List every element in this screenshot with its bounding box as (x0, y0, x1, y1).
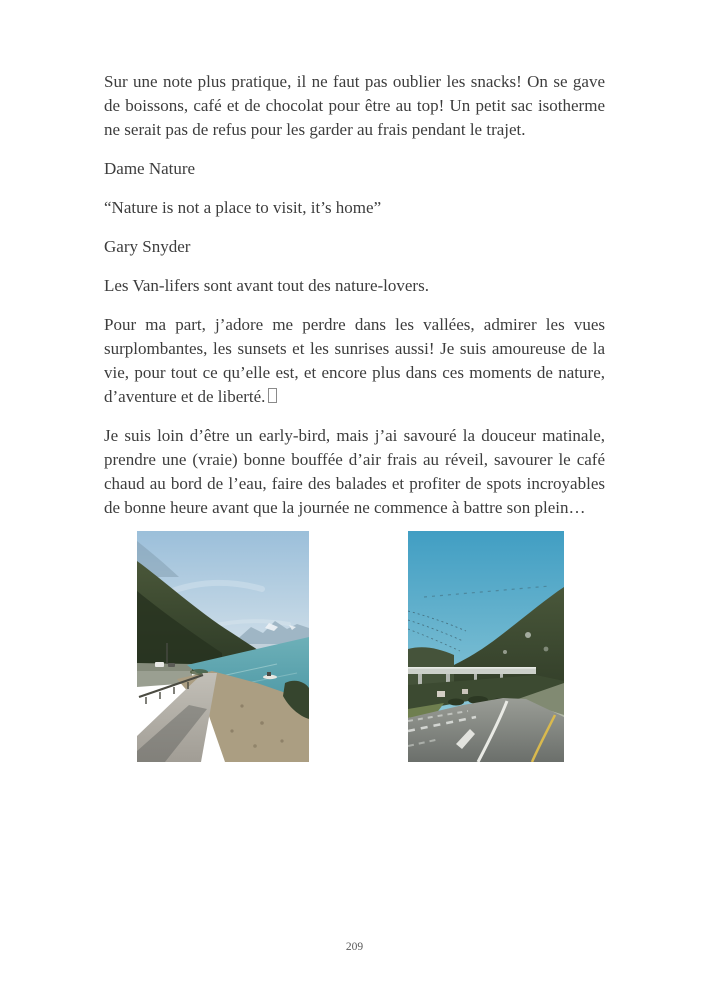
paragraph-early-bird: Je suis loin d’être un early-bird, mais j’ai savouré la douceur matinale, prendre une (vraie) bonne bouffée d’air frais au réveil, savourer le café chaud au bord de l’eau, faire des balades et profiter de spots incroyables de bonne heure avant que la journée ne commence à battre son plein… (104, 426, 605, 517)
quote-text: “Nature is not a place to visit, it’s home” (104, 198, 382, 217)
heading-dame-nature: Dame Nature (104, 159, 196, 178)
paragraph-vanlifers: Les Van-lifers sont avant tout des nature-lovers. (104, 276, 429, 295)
mountain-road-photo-illustration (408, 531, 564, 762)
quote-author: Gary Snyder (104, 237, 191, 256)
paragraph-snacks: Sur une note plus pratique, il ne faut pas oublier les snacks! On se gave de boissons, café et de chocolat pour être au top! Un petit sac isotherme ne serait pas de refus pour les garder au frais pendant le trajet. (104, 72, 605, 139)
lakeside-path-photo-illustration (137, 531, 309, 762)
photo-row (137, 531, 605, 762)
mountain-road-photo (408, 531, 564, 762)
paragraph-vallees (104, 313, 605, 409)
lakeside-path-photo (137, 531, 309, 762)
missing-glyph-box (268, 388, 277, 403)
paragraph-vallees-text: Pour ma part, j’adore me perdre dans les vallées, admirer les vues surplombantes, les sunsets et les sunrises aussi! Je suis amoureuse de la vie, pour tout ce qu’elle est, et encore plus dans ces moments de nature, d’aventure et de liberté. (104, 315, 605, 406)
text-column (104, 70, 605, 762)
page-number: 209 (345, 941, 364, 953)
